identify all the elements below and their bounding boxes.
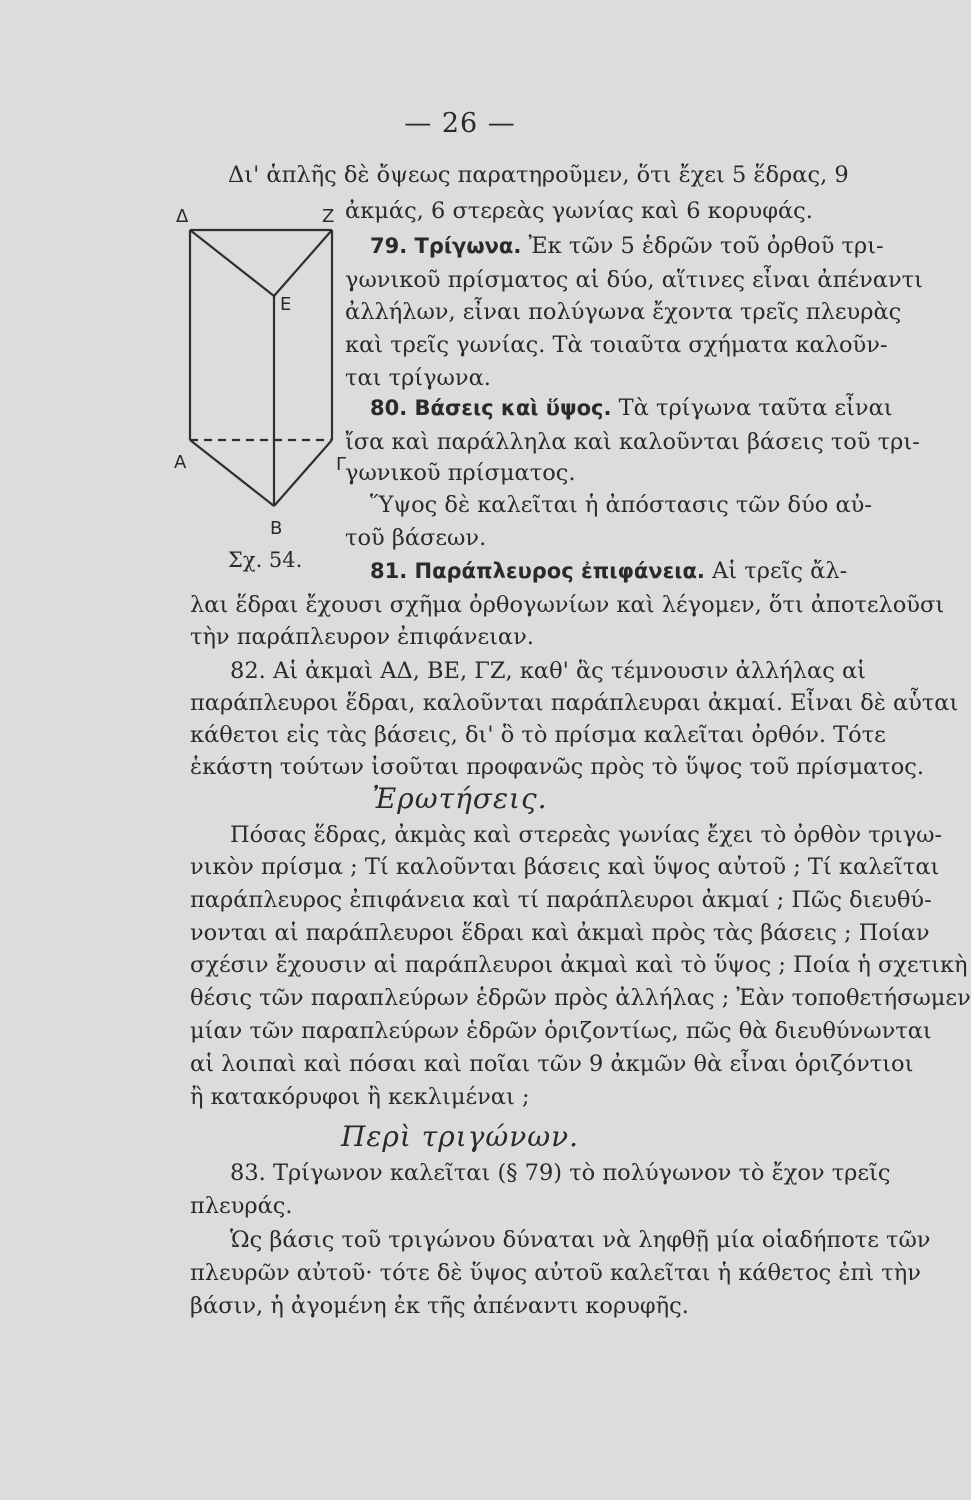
section-number: 82.: [230, 658, 266, 684]
text-line: λαι ἕδραι ἔχουσι σχῆμα ὀρθογωνίων καὶ λέγομεν, ὅτι ἀποτελοῦσι: [190, 592, 945, 618]
text-line: κάθετοι εἰς τὰς βάσεις, δι' ὃ τὸ πρίσμα καλεῖται ὀρθόν. Τότε: [190, 722, 886, 748]
text-line: τὴν παράπλευρον ἐπιφάνειαν.: [190, 624, 534, 650]
section-83: [230, 1158, 890, 1188]
text-line: νονται αἱ παράπλευροι ἕδραι καὶ ἀκμαὶ πρὸς τὰς βάσεις ; Ποίαν: [190, 920, 930, 946]
section-number: 80. Βάσεις καὶ ὕψος.: [370, 396, 612, 420]
prism-figure: [170, 200, 345, 540]
text-line: Δι' ἁπλῆς δὲ ὄψεως παρατηροῦμεν, ὅτι ἔχει 5 ἕδρας, 9: [228, 162, 849, 188]
text-line: καὶ τρεῖς γωνίας. Τὰ τοιαῦτα σχήματα καλοῦν-: [345, 332, 888, 358]
label-beta: Β: [270, 518, 283, 539]
text-line: θέσις τῶν παραπλεύρων ἑδρῶν πρὸς ἀλλήλας ; Ἐὰν τοποθετήσωμεν: [190, 985, 971, 1011]
text-line: πλευράς.: [190, 1193, 293, 1219]
section-text: Τὰ τρίγωνα ταῦτα εἶναι: [611, 395, 893, 421]
text-line: Ὕψος δὲ καλεῖται ἡ ἀπόστασις τῶν δύο αὐ-: [370, 492, 872, 518]
section-80: [370, 393, 893, 423]
text-line: ται τρίγωνα.: [345, 365, 491, 391]
text-line: γωνικοῦ πρίσματος αἱ δύο, αἵτινες εἶναι ἀπέναντι: [345, 267, 923, 293]
text-line: ἀλλήλων, εἶναι πολύγωνα ἔχοντα τρεῖς πλευρὰς: [345, 299, 902, 325]
section-number: 81. Παράπλευρος ἐπιφάνεια.: [370, 559, 705, 583]
edge-de: [190, 230, 274, 296]
label-gamma: Γ: [336, 454, 347, 475]
label-alpha: Α: [174, 452, 187, 473]
text-line: ἑκάστη τούτων ἰσοῦται προφανῶς πρὸς τὸ ὕψος τοῦ πρίσματος.: [190, 754, 925, 780]
label-epsilon: Ε: [280, 294, 292, 315]
section-text: Τρίγωνον καλεῖται (§ 79) τὸ πολύγωνον τὸ ἔχον τρεῖς: [265, 1160, 891, 1186]
section-81: [370, 556, 847, 586]
text-line: ἴσα καὶ παράλληλα καὶ καλοῦνται βάσεις τοῦ τρι-: [345, 429, 920, 455]
text-line: ἀκμάς, 6 στερεὰς γωνίας καὶ 6 κορυφάς.: [345, 198, 813, 224]
text-line: ἢ κατακόρυφοι ἢ κεκλιμέναι ;: [190, 1084, 530, 1110]
text-line: Πόσας ἕδρας, ἀκμὰς καὶ στερεὰς γωνίας ἔχει τὸ ὀρθὸν τριγω-: [230, 822, 943, 848]
section-number: 83.: [230, 1160, 266, 1186]
text-line: παράπλευρος ἐπιφάνεια καὶ τί παράπλευροι ἀκμαί ; Πῶς διευθύ-: [190, 887, 932, 913]
text-line: γωνικοῦ πρίσματος.: [345, 460, 576, 486]
section-text: Αἱ ἀκμαὶ ΑΔ, ΒΕ, ΓΖ, καθ' ἃς τέμνουσιν ἀλλήλας αἱ: [265, 658, 866, 684]
figure-caption: Σχ. 54.: [228, 548, 303, 572]
text-line: μίαν τῶν παραπλεύρων ἑδρῶν ὁριζοντίως, πῶς θὰ διευθύνωνται: [190, 1018, 932, 1044]
text-line: πλευρῶν αὐτοῦ· τότε δὲ ὕψος αὐτοῦ καλεῖται ἡ κάθετος ἐπὶ τὴν: [190, 1260, 921, 1286]
text-line: παράπλευροι ἕδραι, καλοῦνται παράπλευραι ἀκμαί. Εἶναι δὲ αὗται: [190, 690, 959, 716]
section-number: 79. Τρίγωνα.: [370, 234, 522, 258]
edge-ze: [274, 230, 332, 296]
heading-questions: Ἐρωτήσεις.: [372, 782, 548, 815]
label-zeta: Ζ: [322, 206, 335, 227]
section-82: [230, 656, 866, 686]
section-text: Ἐκ τῶν 5 ἑδρῶν τοῦ ὀρθοῦ τρι-: [521, 233, 884, 259]
text-line: βάσιν, ἡ ἀγομένη ἐκ τῆς ἀπέναντι κορυφῆς.: [190, 1293, 689, 1319]
text-line: σχέσιν ἔχουσιν αἱ παράπλευροι ἀκμαὶ καὶ τὸ ὕψος ; Ποία ἡ σχετικὴ: [190, 952, 968, 978]
section-79: [370, 231, 884, 261]
heading-triangles: Περὶ τριγώνων.: [340, 1120, 580, 1153]
text-line: νικὸν πρίσμα ; Τί καλοῦνται βάσεις καὶ ὕψος αὐτοῦ ; Τί καλεῖται: [190, 854, 940, 880]
edge-gb: [274, 440, 332, 506]
text-line: Ὡς βάσις τοῦ τριγώνου δύναται νὰ ληφθῇ μία οἱαδήποτε τῶν: [230, 1227, 931, 1253]
label-delta: Δ: [176, 206, 189, 227]
text-line: αἱ λοιπαὶ καὶ πόσαι καὶ ποῖαι τῶν 9 ἀκμῶν θὰ εἶναι ὁριζόντιοι: [190, 1051, 914, 1077]
text-line: τοῦ βάσεων.: [345, 525, 487, 551]
edge-ab: [190, 440, 274, 506]
section-text: Αἱ τρεῖς ἄλ-: [704, 558, 848, 584]
page-number: — 26 —: [404, 108, 516, 139]
